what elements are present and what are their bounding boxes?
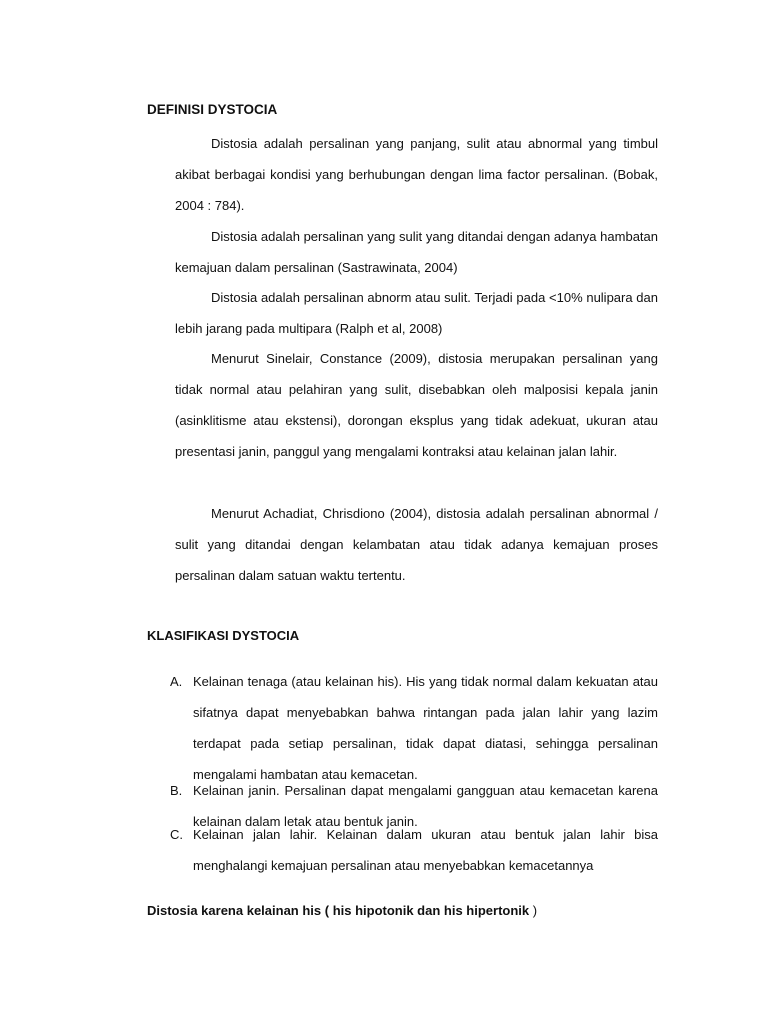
definition-paragraph: Distosia adalah persalinan yang sulit yang ditandai dengan adanya hambatan kemajuan dalam persalinan (Sastrawinata, 2004) bbox=[175, 229, 658, 275]
definition-paragraph: Distosia adalah persalinan abnorm atau sulit. Terjadi pada <10% nulipara dan lebih jarang pada multipara (Ralph et al, 2008) bbox=[175, 290, 658, 336]
definition-paragraph: Menurut Sinelair, Constance (2009), distosia merupakan persalinan yang tidak normal atau pelahiran yang sulit, disebabkan oleh malposisi kepala janin (asinklitisme atau ekstensi), dorongan eksplus yang tidak adekuat, ukuran atau presentasi janin, panggul yang mengalami kontraksi atau kelainan jalan lahir. bbox=[175, 351, 658, 459]
list-item-text: Kelainan jalan lahir. Kelainan dalam ukuran atau bentuk jalan lahir bisa menghalangi kemajuan persalinan atau menyebabkan kemacetannya bbox=[193, 827, 658, 873]
his-heading-bold: Distosia karena kelainan his ( his hipotonik dan his hipertonik bbox=[147, 903, 530, 918]
list-item-text: Kelainan tenaga (atau kelainan his). His yang tidak normal dalam kekuatan atau sifatnya dapat menyebabkan bahwa rintangan pada jalan lahir yang lazim terdapat pada setiap persalinan, tidak dapat diatasi, sehingga persalinan mengalami hambatan atau kemacetan. bbox=[193, 674, 658, 782]
definition-paragraph: Distosia adalah persalinan yang panjang, sulit atau abnormal yang timbul akibat berbagai kondisi yang berhubungan dengan lima factor persalinan. (Bobak, 2004 : 784). bbox=[175, 136, 658, 213]
section-heading-definisi: DEFINISI DYSTOCIA bbox=[147, 102, 278, 117]
definition-paragraph: Menurut Achadiat, Chrisdiono (2004), distosia adalah persalinan abnormal / sulit yang ditandai dengan kelambatan atau tidak adanya kemajuan proses persalinan dalam satuan waktu tertentu. bbox=[175, 506, 658, 583]
section-heading-klasifikasi: KLASIFIKASI DYSTOCIA bbox=[147, 628, 300, 643]
his-heading-tail: ) bbox=[529, 903, 538, 918]
list-item-text: Kelainan janin. Persalinan dapat mengalami gangguan atau kemacetan karena kelainan dalam letak atau bentuk janin. bbox=[193, 783, 658, 829]
list-item-a bbox=[170, 666, 658, 790]
section-heading-his bbox=[147, 903, 537, 918]
list-marker: C. bbox=[170, 827, 183, 842]
list-item-c bbox=[170, 819, 658, 881]
list-marker: B. bbox=[170, 783, 183, 798]
list-marker: A. bbox=[170, 674, 183, 689]
